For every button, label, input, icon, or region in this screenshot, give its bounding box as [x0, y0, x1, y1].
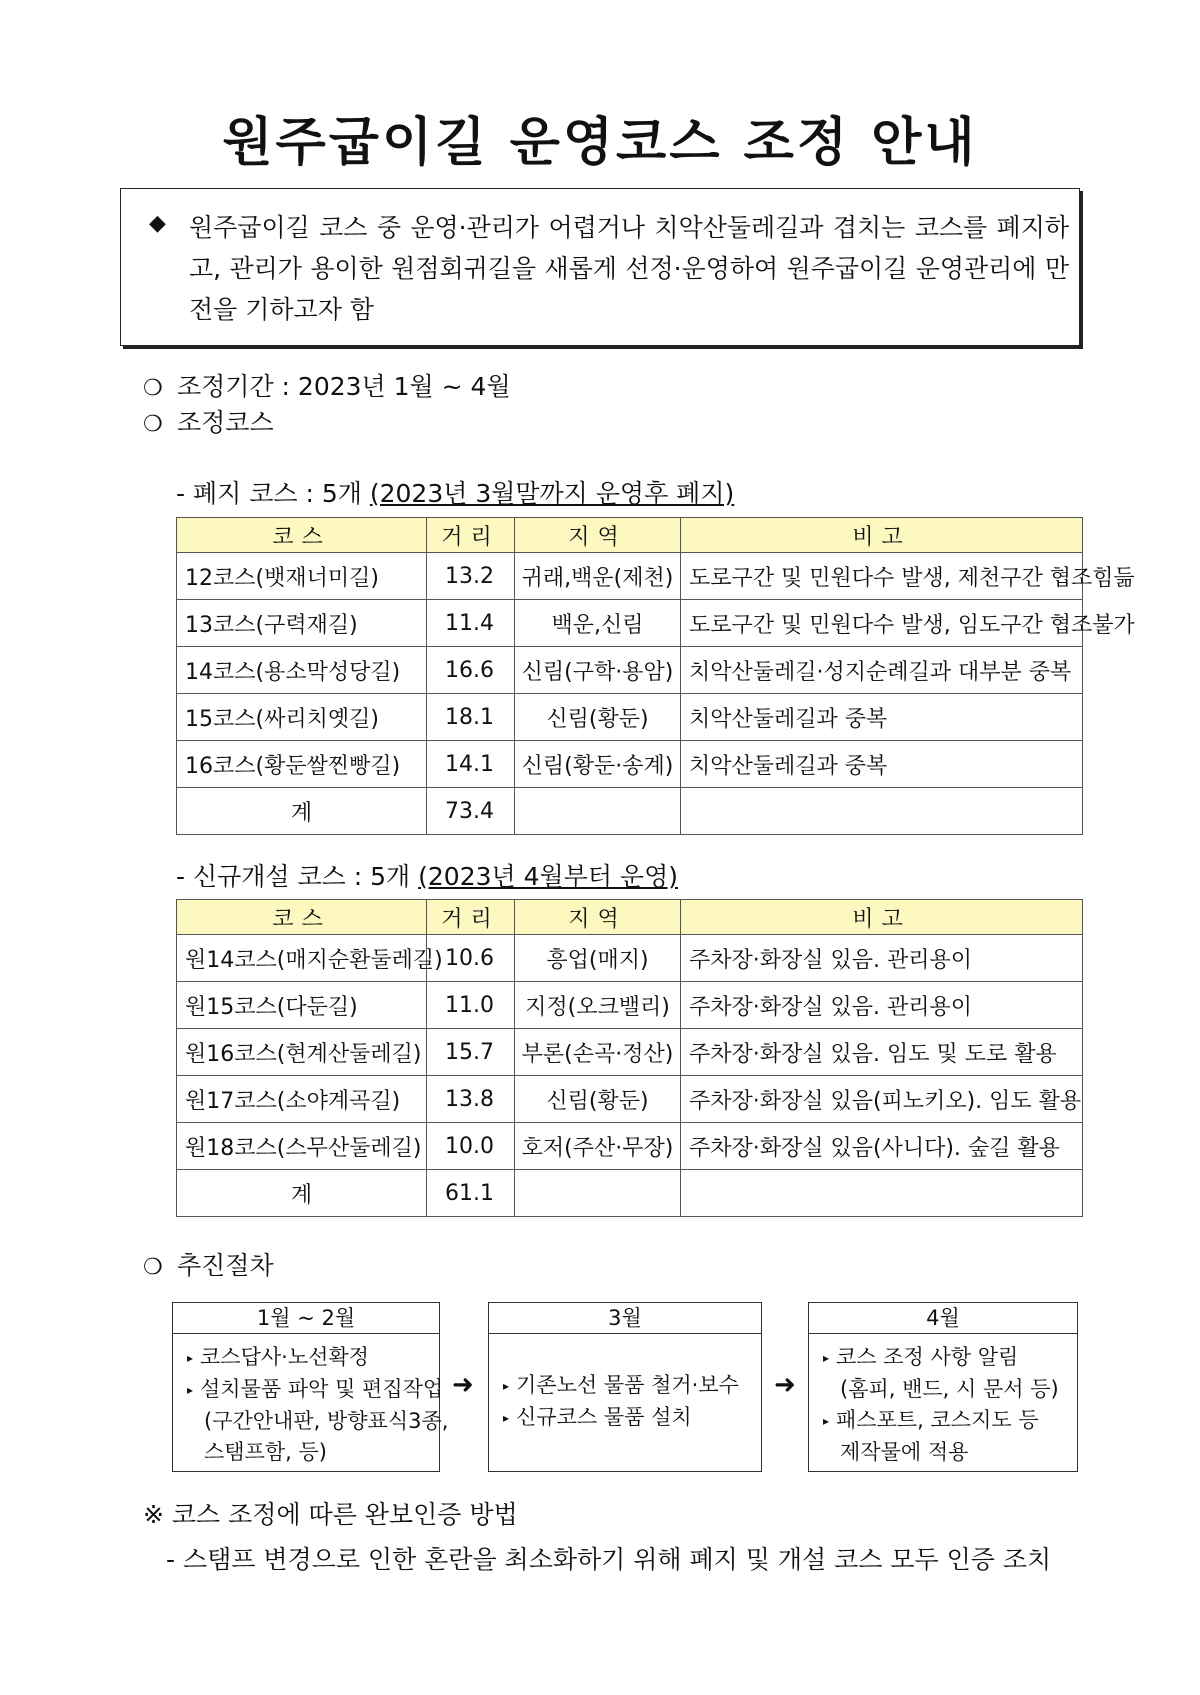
- distance-cell: 18.1: [427, 694, 515, 741]
- distance-cell: 11.0: [427, 982, 515, 1029]
- region-cell: 호저(주산·무장): [515, 1123, 681, 1170]
- total-distance-cell: 73.4: [427, 788, 515, 835]
- table-header-row: [177, 900, 1083, 935]
- step-item-text: 신규코스 물품 설치: [516, 1405, 692, 1429]
- header-course: 코스: [177, 518, 427, 553]
- arrow-right-icon: ➜: [774, 1370, 796, 1400]
- step-item-text: 코스답사·노선확정: [200, 1345, 369, 1369]
- step-item-cont: 스탬프함, 등): [204, 1440, 327, 1464]
- table-row: [177, 1123, 1083, 1170]
- course-cell: 15코스(싸리치옛길): [177, 694, 427, 741]
- table-row: [177, 600, 1083, 647]
- step-period: 3월: [489, 1303, 761, 1334]
- note-cell: 도로구간 및 민원다수 발생, 임도구간 협조불가: [681, 600, 1083, 647]
- circle-bullet-icon: ❍: [143, 1255, 163, 1280]
- course-cell: 원18코스(스무산둘레길): [177, 1123, 427, 1170]
- closed-heading-note: (2023년 3월말까지 운영후 폐지): [369, 479, 735, 508]
- note-heading: ※ 코스 조정에 따른 완보인증 방법: [143, 1500, 518, 1529]
- region-cell: 지정(오크밸리): [515, 982, 681, 1029]
- table-total-row: [177, 788, 1083, 835]
- triangle-bullet-icon: ▸: [503, 1379, 510, 1393]
- step-item: [187, 1374, 444, 1406]
- table-row: [177, 741, 1083, 788]
- table-row: [177, 1076, 1083, 1123]
- page-title: 원주굽이길 운영코스 조정 안내: [222, 113, 978, 173]
- diamond-bullet-icon: ◆: [149, 211, 166, 236]
- opened-heading-prefix: - 신규개설 코스 : 5개: [176, 862, 419, 891]
- section-period: [143, 367, 511, 403]
- section-procedure: [143, 1246, 274, 1282]
- course-cell: 12코스(뱃재너미길): [177, 553, 427, 600]
- circle-bullet-icon: ❍: [143, 376, 163, 401]
- distance-cell: 10.6: [427, 935, 515, 982]
- table-header-row: [177, 518, 1083, 553]
- note-cell: 주차장·화장실 있음(피노키오). 임도 활용: [681, 1076, 1083, 1123]
- course-cell: 원17코스(소야계곡길): [177, 1076, 427, 1123]
- empty-cell: [681, 1170, 1083, 1217]
- table-row: [177, 982, 1083, 1029]
- distance-cell: 10.0: [427, 1123, 515, 1170]
- table-row: [177, 694, 1083, 741]
- region-cell: 신림(황둔·송계): [515, 741, 681, 788]
- region-cell: 신림(구학·용암): [515, 647, 681, 694]
- table-total-row: [177, 1170, 1083, 1217]
- section-courses: [143, 403, 274, 439]
- courses-text: 조정코스: [177, 408, 274, 437]
- closed-courses-table: [176, 517, 1135, 835]
- course-cell: 원16코스(현계산둘레길): [177, 1029, 427, 1076]
- region-cell: 부론(손곡·정산): [515, 1029, 681, 1076]
- step-item-text: 패스포트, 코스지도 등: [836, 1408, 1039, 1432]
- region-cell: 귀래,백운(제천): [515, 553, 681, 600]
- course-cell: 원15코스(다둔길): [177, 982, 427, 1029]
- table-row: [177, 553, 1083, 600]
- step-item: [187, 1342, 429, 1374]
- table-row: [177, 1029, 1083, 1076]
- triangle-bullet-icon: ▸: [503, 1411, 510, 1425]
- empty-cell: [515, 1170, 681, 1217]
- header-distance: 거리: [427, 518, 515, 553]
- distance-cell: 14.1: [427, 741, 515, 788]
- step-period: 4월: [809, 1303, 1077, 1334]
- step-box-mar: [488, 1302, 762, 1472]
- period-text: 조정기간 : 2023년 1월 ~ 4월: [177, 372, 511, 401]
- summary-text: 원주굽이길 코스 중 운영·관리가 어렵거나 치악산둘레길과 겹치는 코스를 폐지하고, 관리가 용이한 원점회귀길을 새롭게 선정·운영하여 원주굽이길 운영관리에 만전을 기하고자 함: [189, 213, 1069, 324]
- note-cell: 치악산둘레길과 중복: [681, 694, 1083, 741]
- header-distance: 거리: [427, 900, 515, 935]
- header-region: 지역: [515, 518, 681, 553]
- distance-cell: 16.6: [427, 647, 515, 694]
- total-distance-cell: 61.1: [427, 1170, 515, 1217]
- note-cell: 주차장·화장실 있음. 관리용이: [681, 982, 1083, 1029]
- note-cell: 치악산둘레길·성지순례길과 대부분 중복: [681, 647, 1083, 694]
- step-item-text: 기존노선 물품 철거·보수: [516, 1373, 739, 1397]
- course-cell: 원14코스(매지순환둘레길): [177, 935, 427, 982]
- step-item-cont: (홈피, 밴드, 시 문서 등): [840, 1377, 1059, 1401]
- closed-heading-prefix: - 폐지 코스 : 5개: [176, 479, 370, 508]
- region-cell: 백운,신림: [515, 600, 681, 647]
- table-row: [177, 647, 1083, 694]
- region-cell: 신림(황둔): [515, 1076, 681, 1123]
- header-note: 비고: [681, 900, 1083, 935]
- procedure-text: 추진절차: [177, 1251, 274, 1280]
- note-cell: 주차장·화장실 있음. 임도 및 도로 활용: [681, 1029, 1083, 1076]
- step-item-cont: (구간안내판, 방향표식3종,: [204, 1409, 449, 1433]
- step-item-text: 설치물품 파악 및 편집작업: [200, 1377, 444, 1401]
- step-item: [823, 1342, 1067, 1374]
- note-cell: 주차장·화장실 있음. 관리용이: [681, 935, 1083, 982]
- step-period: 1월 ~ 2월: [173, 1303, 439, 1334]
- closed-heading: [176, 474, 734, 510]
- step-item: [823, 1405, 1067, 1437]
- total-label-cell: 계: [177, 788, 427, 835]
- step-item: [503, 1402, 751, 1434]
- note-subtext: - 스탬프 변경으로 인한 혼란을 최소화하기 위해 폐지 및 개설 코스 모두 인증 조치: [166, 1545, 1052, 1574]
- circle-bullet-icon: ❍: [143, 412, 163, 437]
- summary-box: [120, 188, 1080, 346]
- total-label-cell: 계: [177, 1170, 427, 1217]
- triangle-bullet-icon: ▸: [823, 1414, 830, 1428]
- opened-heading: [176, 857, 678, 893]
- course-cell: 13코스(구력재길): [177, 600, 427, 647]
- empty-cell: [515, 788, 681, 835]
- header-course: 코스: [177, 900, 427, 935]
- note-cell: 치악산둘레길과 중복: [681, 741, 1083, 788]
- arrow-right-icon: ➜: [452, 1370, 474, 1400]
- course-cell: 14코스(용소막성당길): [177, 647, 427, 694]
- triangle-bullet-icon: ▸: [823, 1351, 830, 1365]
- region-cell: 신림(황둔): [515, 694, 681, 741]
- empty-cell: [681, 788, 1083, 835]
- step-item: [503, 1370, 751, 1402]
- triangle-bullet-icon: ▸: [187, 1383, 194, 1397]
- triangle-bullet-icon: ▸: [187, 1351, 194, 1365]
- course-cell: 16코스(황둔쌀찐빵길): [177, 741, 427, 788]
- distance-cell: 15.7: [427, 1029, 515, 1076]
- distance-cell: 11.4: [427, 600, 515, 647]
- region-cell: 흥업(매지): [515, 935, 681, 982]
- distance-cell: 13.8: [427, 1076, 515, 1123]
- note-cell: 주차장·화장실 있음(사니다). 숲길 활용: [681, 1123, 1083, 1170]
- step-item-cont: 제작물에 적용: [840, 1440, 969, 1464]
- new-courses-table: [176, 899, 1083, 1217]
- opened-heading-note: (2023년 4월부터 운영): [418, 862, 678, 891]
- note-cell: 도로구간 및 민원다수 발생, 제천구간 협조힘듦: [681, 553, 1083, 600]
- header-note: 비고: [681, 518, 1083, 553]
- table-row: [177, 935, 1083, 982]
- distance-cell: 13.2: [427, 553, 515, 600]
- header-region: 지역: [515, 900, 681, 935]
- step-box-jan-feb: [172, 1302, 449, 1472]
- step-item-text: 코스 조정 사항 알림: [836, 1345, 1019, 1369]
- step-box-apr: [808, 1302, 1078, 1472]
